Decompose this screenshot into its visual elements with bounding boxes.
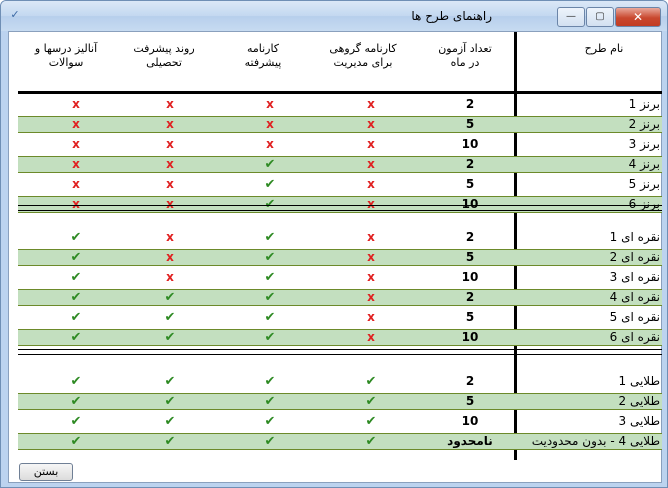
- check-icon: ✔: [365, 374, 377, 389]
- table-row: [18, 309, 662, 326]
- table-row: [18, 116, 662, 133]
- plan-name-cell: نقره ای 6: [609, 330, 660, 344]
- header-group-report: کارنامه گروهی برای مدیریت: [329, 42, 397, 69]
- tests-per-month-cell: 5: [465, 394, 475, 408]
- group-divider: [18, 205, 662, 211]
- cross-icon: x: [166, 97, 174, 111]
- check-icon: ✔: [164, 330, 176, 345]
- check-icon: ✔: [264, 310, 276, 325]
- check-icon: ✔: [264, 230, 276, 245]
- check-icon: ✔: [264, 414, 276, 429]
- tests-per-month-cell: 10: [461, 330, 479, 344]
- cross-icon: x: [266, 97, 274, 111]
- close-window-button[interactable]: ✕: [615, 7, 661, 27]
- check-icon: ✔: [70, 270, 82, 285]
- check-icon: ✔: [164, 414, 176, 429]
- cross-icon: x: [72, 97, 80, 111]
- cross-icon: x: [266, 137, 274, 151]
- tests-per-month-cell: 5: [465, 310, 475, 324]
- check-icon: ✔: [164, 374, 176, 389]
- header-plan-name: نام طرح: [584, 42, 624, 55]
- table-row: [18, 329, 662, 346]
- cross-icon: x: [367, 177, 375, 191]
- tests-per-month-cell: نامحدود: [447, 434, 493, 448]
- plan-name-cell: نقره ای 2: [609, 250, 660, 264]
- window-title: راهنمای طرح ها: [411, 9, 492, 23]
- check-icon: ✔: [264, 197, 276, 212]
- cross-icon: x: [367, 330, 375, 344]
- check-icon: ✔: [264, 157, 276, 172]
- check-icon: ✔: [264, 394, 276, 409]
- plan-name-cell: برنز 3: [628, 137, 660, 151]
- tests-per-month-cell: 2: [465, 374, 475, 388]
- cross-icon: x: [166, 270, 174, 284]
- header-advanced-report: کارنامه پیشرفته: [244, 42, 282, 69]
- check-icon: ✔: [164, 394, 176, 409]
- table-row: [18, 289, 662, 306]
- cross-icon: x: [367, 97, 375, 111]
- check-icon: ✔: [264, 290, 276, 305]
- check-icon: ✔: [70, 330, 82, 345]
- check-icon: ✔: [70, 250, 82, 265]
- cross-icon: x: [166, 230, 174, 244]
- plans-table: [8, 31, 662, 483]
- table-row: [18, 433, 662, 450]
- plan-name-cell: برنز 4: [628, 157, 660, 171]
- check-icon: ✔: [164, 310, 176, 325]
- check-icon: ✔: [365, 434, 377, 449]
- title-bar[interactable]: [1, 1, 667, 31]
- maximize-button[interactable]: ▢: [586, 7, 614, 27]
- tests-per-month-cell: 5: [465, 117, 475, 131]
- tests-per-month-cell: 2: [465, 230, 475, 244]
- check-icon: ✔: [164, 290, 176, 305]
- plan-name-cell: نقره ای 4: [609, 290, 660, 304]
- tests-per-month-cell: 10: [461, 137, 479, 151]
- cross-icon: x: [166, 157, 174, 171]
- tests-per-month-cell: 2: [465, 97, 475, 111]
- cross-icon: x: [367, 250, 375, 264]
- table-row: [18, 156, 662, 173]
- check-icon: ✔: [70, 374, 82, 389]
- plan-name-cell: برنز 5: [628, 177, 660, 191]
- check-icon: ✔: [264, 434, 276, 449]
- app-icon: ✓: [10, 8, 20, 21]
- plan-name-cell: نقره ای 3: [609, 270, 660, 284]
- check-icon: ✔: [264, 177, 276, 192]
- table-row: [18, 413, 662, 430]
- header-divider: [18, 91, 662, 94]
- cross-icon: x: [367, 310, 375, 324]
- cross-icon: x: [72, 197, 80, 211]
- table-row: [18, 176, 662, 193]
- plan-name-cell: طلایی 4 - بدون محدودیت: [531, 434, 660, 448]
- check-icon: ✔: [70, 394, 82, 409]
- table-row: [18, 96, 662, 113]
- tests-per-month-cell: 10: [461, 270, 479, 284]
- cross-icon: x: [166, 177, 174, 191]
- cross-icon: x: [367, 230, 375, 244]
- plan-name-cell: برنز 6: [628, 197, 660, 211]
- plan-name-cell: برنز 2: [628, 117, 660, 131]
- tests-per-month-cell: 2: [465, 290, 475, 304]
- check-icon: ✔: [264, 270, 276, 285]
- check-icon: ✔: [70, 414, 82, 429]
- check-icon: ✔: [365, 414, 377, 429]
- table-row: [18, 136, 662, 153]
- cross-icon: x: [166, 137, 174, 151]
- cross-icon: x: [72, 137, 80, 151]
- table-row: [18, 229, 662, 246]
- minimize-button[interactable]: —: [557, 7, 585, 27]
- table-row: [18, 249, 662, 266]
- table-row: [18, 373, 662, 390]
- plan-name-cell: طلایی 3: [618, 414, 660, 428]
- check-icon: ✔: [70, 434, 82, 449]
- table-row: [18, 393, 662, 410]
- header-tests-per-month: تعداد آزمون در ماه: [438, 42, 492, 69]
- check-icon: ✔: [70, 310, 82, 325]
- check-icon: ✔: [70, 290, 82, 305]
- tests-per-month-cell: 5: [465, 250, 475, 264]
- cross-icon: x: [367, 290, 375, 304]
- cross-icon: x: [367, 157, 375, 171]
- check-icon: ✔: [264, 374, 276, 389]
- plan-name-cell: طلایی 1: [618, 374, 660, 388]
- header-progress-trend: روند پیشرفت تحصیلی: [133, 42, 195, 69]
- plan-name-cell: نقره ای 5: [609, 310, 660, 324]
- tests-per-month-cell: 5: [465, 177, 475, 191]
- cross-icon: x: [72, 117, 80, 131]
- cross-icon: x: [367, 197, 375, 211]
- tests-per-month-cell: 10: [461, 414, 479, 428]
- cross-icon: x: [166, 197, 174, 211]
- check-icon: ✔: [264, 330, 276, 345]
- cross-icon: x: [72, 177, 80, 191]
- plan-name-cell: نقره ای 1: [609, 230, 660, 244]
- cross-icon: x: [166, 117, 174, 131]
- cross-icon: x: [166, 250, 174, 264]
- header-lesson-analysis: آنالیز درسها و سوالات: [34, 42, 98, 69]
- table-row: [18, 269, 662, 286]
- plan-name-cell: طلایی 2: [618, 394, 660, 408]
- cross-icon: x: [367, 117, 375, 131]
- cross-icon: x: [72, 157, 80, 171]
- close-button[interactable]: بستن: [19, 463, 73, 481]
- cross-icon: x: [266, 117, 274, 131]
- check-icon: ✔: [365, 394, 377, 409]
- group-divider: [18, 349, 662, 355]
- cross-icon: x: [367, 137, 375, 151]
- tests-per-month-cell: 10: [461, 197, 479, 211]
- check-icon: ✔: [70, 230, 82, 245]
- plan-name-cell: برنز 1: [628, 97, 660, 111]
- window-controls: [556, 7, 661, 27]
- check-icon: ✔: [264, 250, 276, 265]
- check-icon: ✔: [164, 434, 176, 449]
- tests-per-month-cell: 2: [465, 157, 475, 171]
- cross-icon: x: [367, 270, 375, 284]
